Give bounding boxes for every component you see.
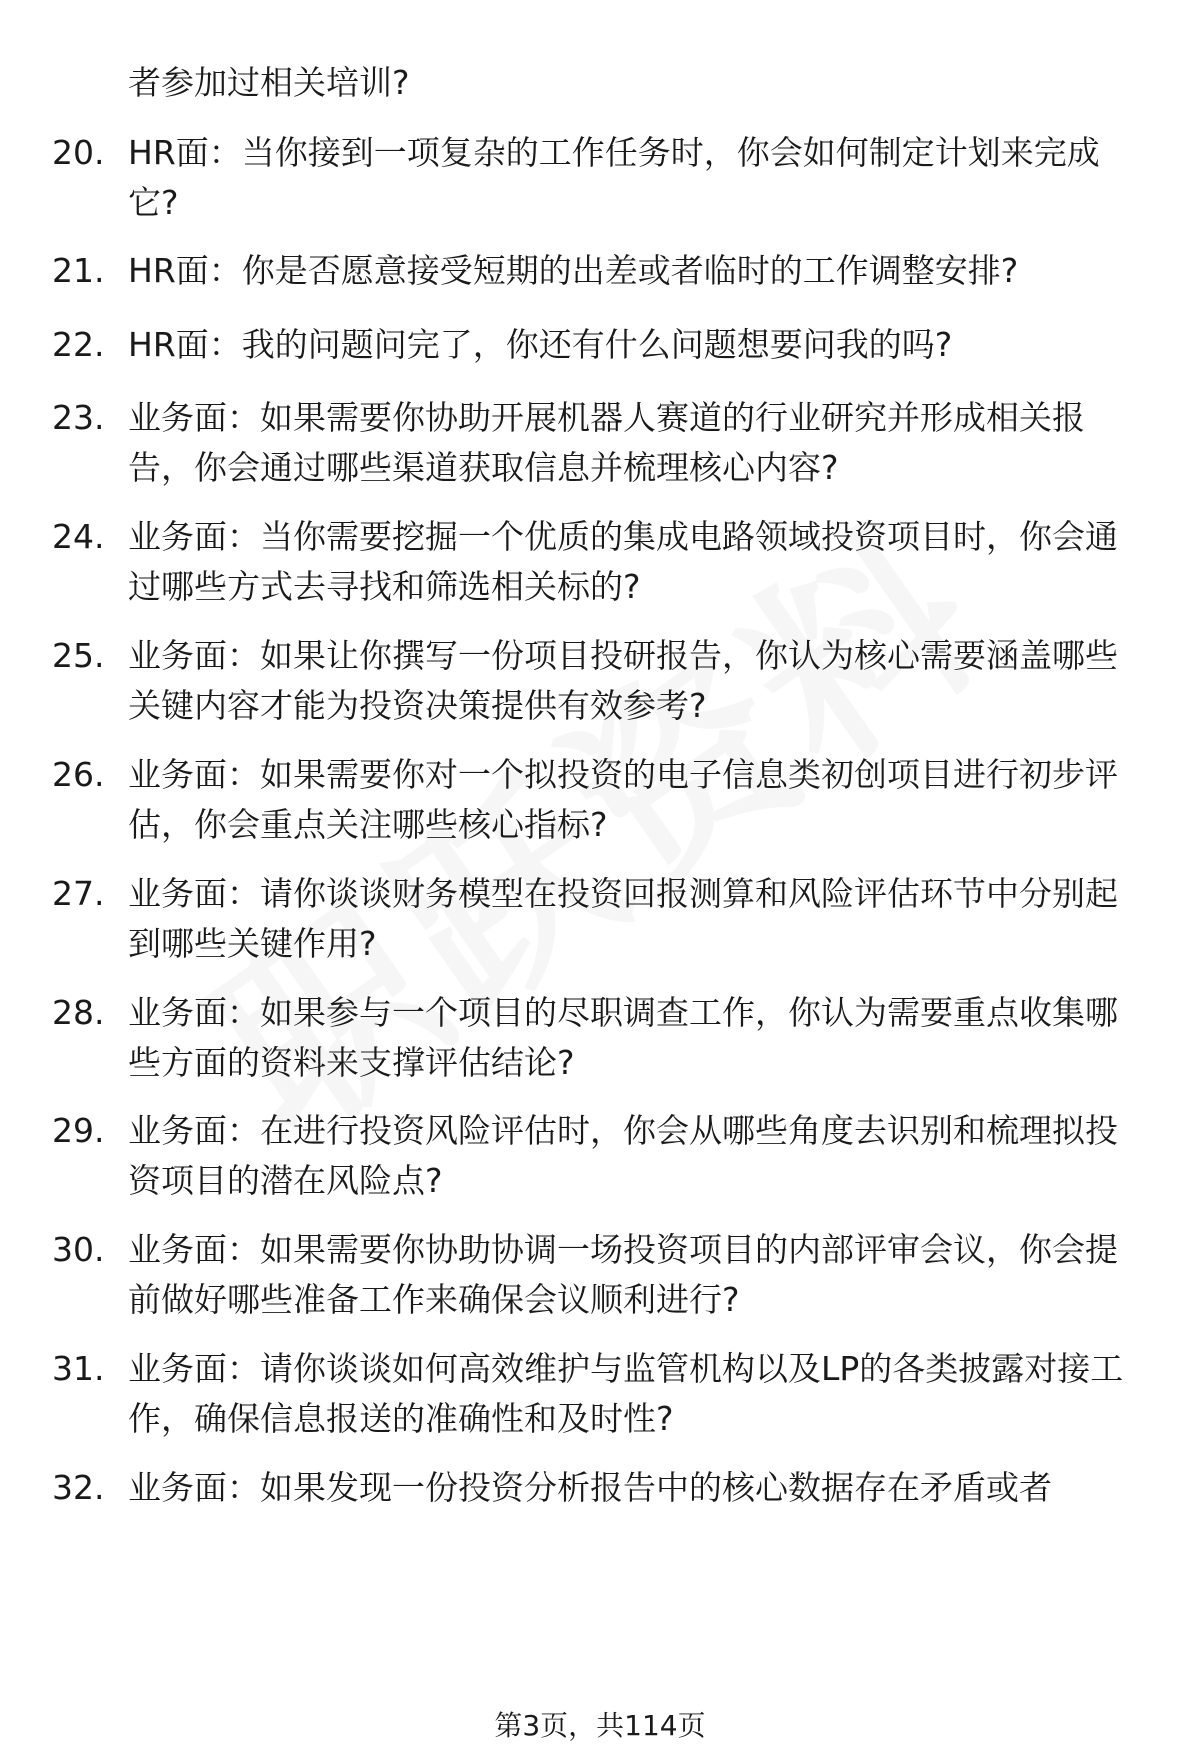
question-item bbox=[52, 1225, 1152, 1325]
question-number: 20. bbox=[52, 133, 105, 172]
question-text: 业务面：如果需要你协助开展机器人赛道的行业研究并形成相关报告，你会通过哪些渠道获取信息并梳理核心内容? bbox=[128, 398, 1085, 487]
question-number: 29. bbox=[52, 1111, 105, 1150]
question-text: 业务面：如果需要你对一个拟投资的电子信息类初创项目进行初步评估，你会重点关注哪些核心指标? bbox=[128, 755, 1118, 844]
question-item bbox=[52, 869, 1152, 969]
question-item bbox=[52, 988, 1152, 1088]
question-item bbox=[52, 750, 1152, 850]
question-number: 32. bbox=[52, 1468, 105, 1507]
question-number: 26. bbox=[52, 755, 105, 794]
question-number: 25. bbox=[52, 636, 105, 675]
question-text: 业务面：请你谈谈如何高效维护与监管机构以及LP的各类披露对接工作，确保信息报送的准确性和及时性? bbox=[128, 1349, 1124, 1438]
question-number: 22. bbox=[52, 325, 105, 364]
question-number: 27. bbox=[52, 874, 105, 913]
question-number: 21. bbox=[52, 251, 105, 290]
question-text: 业务面：在进行投资风险评估时，你会从哪些角度去识别和梳理拟投资项目的潜在风险点? bbox=[128, 1111, 1118, 1200]
continuation-text: 者参加过相关培训? bbox=[128, 63, 410, 102]
question-text: 业务面：如果参与一个项目的尽职调查工作，你认为需要重点收集哪些方面的资料来支撑评估结论? bbox=[128, 993, 1118, 1082]
question-item bbox=[52, 128, 1152, 228]
question-number: 31. bbox=[52, 1349, 105, 1388]
page-footer: 第3页，共114页 bbox=[494, 1709, 706, 1742]
question-item bbox=[52, 246, 1152, 296]
question-number: 30. bbox=[52, 1230, 105, 1269]
question-text: 业务面：如果发现一份投资分析报告中的核心数据存在矛盾或者 bbox=[128, 1468, 1052, 1507]
question-text: 业务面：如果需要你协助协调一场投资项目的内部评审会议，你会提前做好哪些准备工作来确保会议顺利进行? bbox=[128, 1230, 1118, 1319]
question-text: HR面：当你接到一项复杂的工作任务时，你会如何制定计划来完成它? bbox=[128, 133, 1100, 222]
question-item bbox=[52, 1106, 1152, 1206]
question-number: 24. bbox=[52, 517, 105, 556]
question-text: 业务面：请你谈谈财务模型在投资回报测算和风险评估环节中分别起到哪些关键作用? bbox=[128, 874, 1118, 963]
question-item bbox=[52, 1463, 1152, 1513]
question-item bbox=[52, 320, 1152, 370]
question-text: HR面：我的问题问完了，你还有什么问题想要问我的吗? bbox=[128, 325, 953, 364]
question-item bbox=[52, 631, 1152, 731]
question-item bbox=[52, 393, 1152, 493]
question-text: 业务面：当你需要挖掘一个优质的集成电路领域投资项目时，你会通过哪些方式去寻找和筛选相关标的? bbox=[128, 517, 1118, 606]
question-number: 28. bbox=[52, 993, 105, 1032]
question-item bbox=[52, 512, 1152, 612]
question-item bbox=[52, 1344, 1152, 1444]
question-text: 业务面：如果让你撰写一份项目投研报告，你认为核心需要涵盖哪些关键内容才能为投资决策提供有效参考? bbox=[128, 636, 1118, 725]
question-text: HR面：你是否愿意接受短期的出差或者临时的工作调整安排? bbox=[128, 251, 1019, 290]
question-number: 23. bbox=[52, 398, 105, 437]
